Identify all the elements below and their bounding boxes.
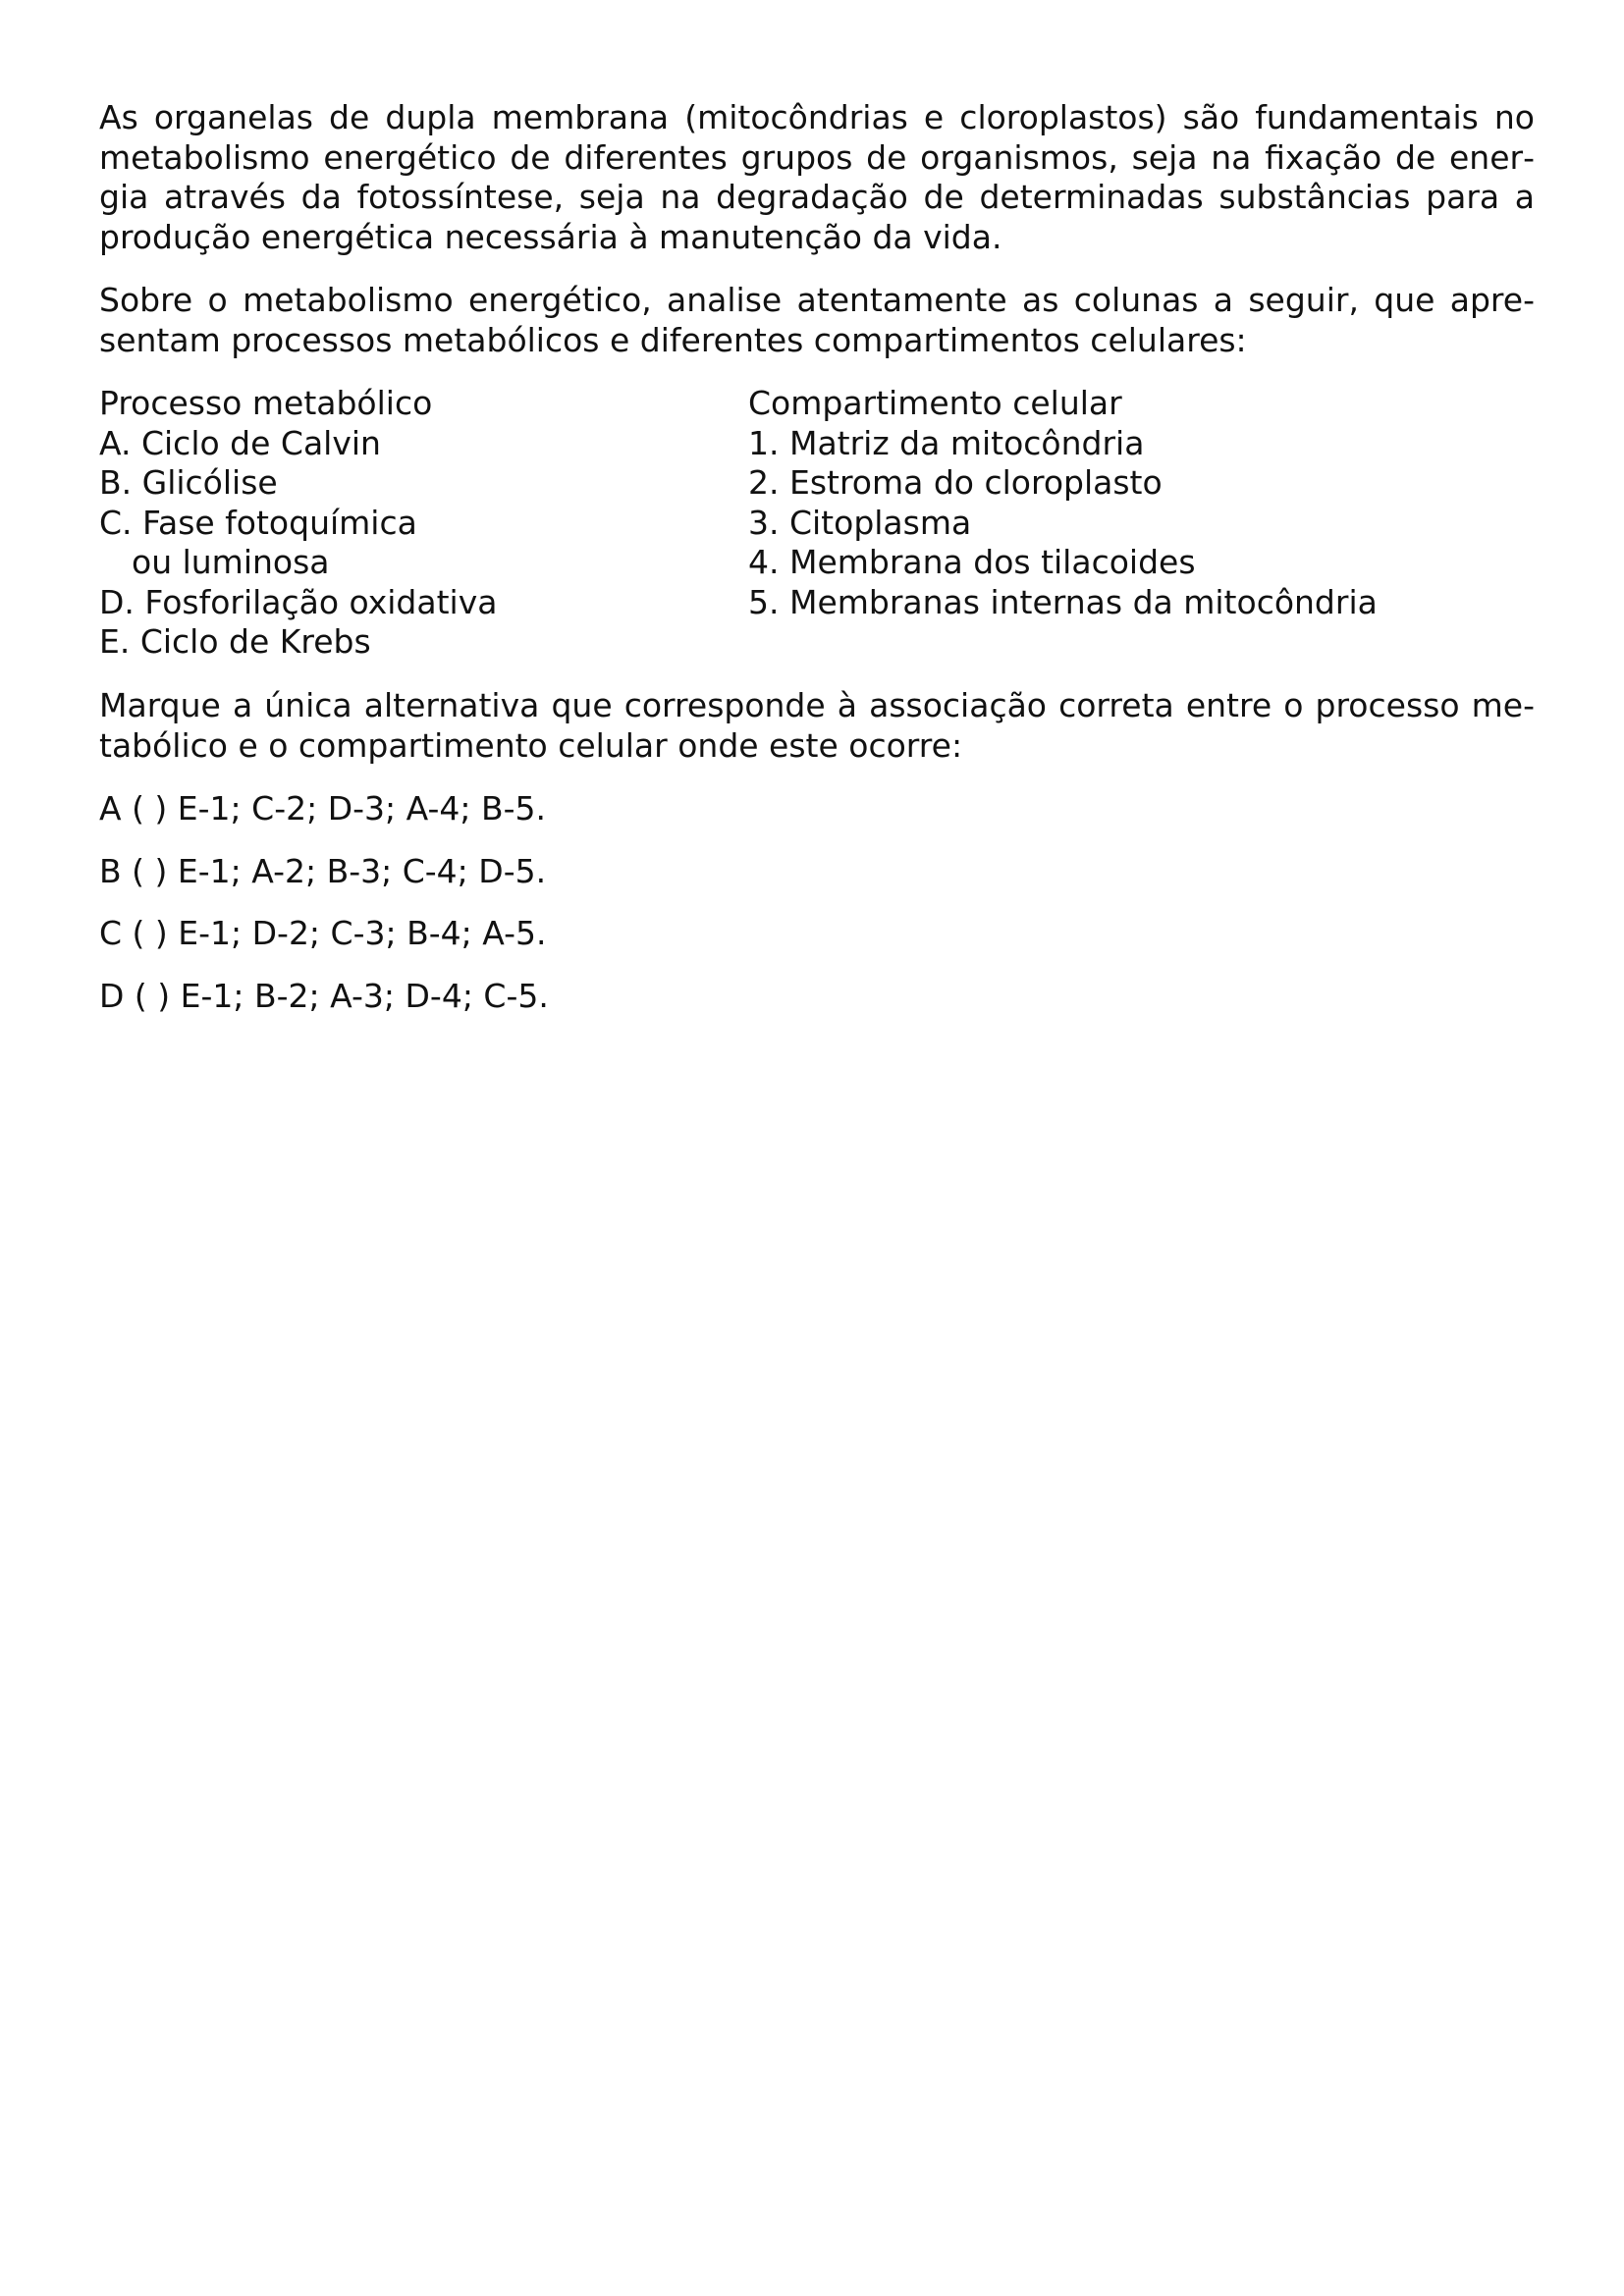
matching-columns xyxy=(99,384,1535,663)
process-column xyxy=(99,384,708,663)
answer-option-a[interactable]: A ( ) E-1; C-2; D-3; A-4; B-5. xyxy=(99,789,547,828)
compartment-column-header: Compartimento celular xyxy=(748,384,1122,422)
compartment-column xyxy=(748,384,1534,622)
question-prompt: Marque a única alternativa que corresponde à associação correta entre o processo metabólico e o compartimento celular onde este ocorre: xyxy=(99,686,1535,765)
answer-option-c[interactable]: C ( ) E-1; D-2; C-3; B-4; A-5. xyxy=(99,914,547,952)
process-item-e: E. Ciclo de Krebs xyxy=(99,622,371,661)
compartment-item-4: 4. Membrana dos tilacoides xyxy=(748,543,1196,581)
document-page xyxy=(99,98,1535,1016)
process-item-b: B. Glicólise xyxy=(99,463,278,502)
process-column-header: Processo metabólico xyxy=(99,384,433,422)
compartment-item-1: 1. Matriz da mitocôndria xyxy=(748,423,1145,462)
answer-options xyxy=(99,789,1535,1016)
intro-paragraph-2: Sobre o metabolismo energético, analise atentamente as colunas a seguir, que apresentam processos metabólicos e diferentes compartimentos celulares: xyxy=(99,281,1535,359)
process-item-a: A. Ciclo de Calvin xyxy=(99,423,381,462)
answer-option-d[interactable]: D ( ) E-1; B-2; A-3; D-4; C-5. xyxy=(99,976,549,1015)
process-item-c: C. Fase fotoquímica xyxy=(99,503,417,542)
process-item-d: D. Fosforilação oxidativa xyxy=(99,582,498,621)
compartment-item-2: 2. Estroma do cloroplasto xyxy=(748,463,1163,502)
compartment-item-3: 3. Citoplasma xyxy=(748,503,972,542)
answer-option-b[interactable]: B ( ) E-1; A-2; B-3; C-4; D-5. xyxy=(99,851,547,890)
intro-paragraph-1: As organelas de dupla membrana (mitocôndrias e cloroplastos) são fundamentais no metabolismo energético de diferentes grupos de organismos, seja na fixação de energia através da fotossíntese, seja na degradação de determinadas substâncias para a produção energética necessária à manutenção da vida. xyxy=(99,98,1535,256)
process-item-c-continuation: ou luminosa xyxy=(132,543,330,581)
compartment-item-5: 5. Membranas internas da mitocôndria xyxy=(748,582,1378,621)
